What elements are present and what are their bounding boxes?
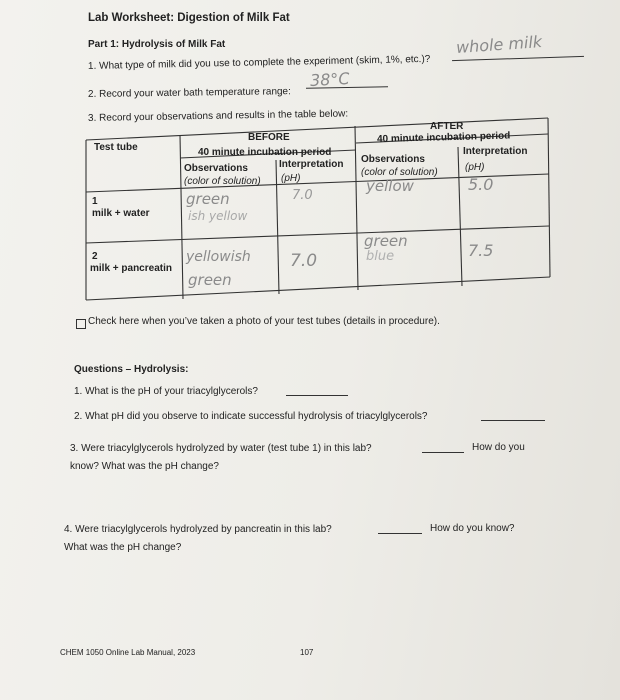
table-bottom-border [86, 277, 550, 300]
row-1-before-ph: 7.0 [292, 188, 313, 203]
col-divider-2 [276, 160, 279, 294]
header-after-period: 40 minute incubation period [376, 130, 511, 145]
hydrolysis-question-2: 2. What pH did you observe to indicate successful hydrolysis of triacylglycerols? [74, 411, 428, 422]
row-1-after-observation: yellow [366, 177, 414, 195]
hydrolysis-question-4-line-1: 4. Were triacylglycerols hydrolyzed by pancreatin in this lab? [64, 524, 332, 535]
hydrolysis-question-4-line-2: What was the pH change? [64, 542, 182, 553]
header-after-interpretation: Interpretation [463, 146, 528, 157]
hydrolysis-q3-answer-line[interactable] [422, 452, 464, 453]
photo-check-text: Check here when you’ve taken a photo of your test tubes (details in procedure). [88, 316, 440, 327]
row-2-before-observation-line-2: green [188, 271, 232, 289]
page-title: Lab Worksheet: Digestion of Milk Fat [88, 12, 290, 24]
hydrolysis-question-4-how: How do you know? [430, 523, 515, 534]
row-1-before-observation-line-2: ish yellow [188, 209, 248, 223]
header-before: BEFORE [248, 132, 290, 143]
q1-handwritten-answer: whole milk [455, 32, 543, 57]
hydrolysis-q2-answer-line[interactable] [481, 420, 545, 421]
photo-checkbox[interactable] [76, 319, 86, 329]
part1-heading: Part 1: Hydrolysis of Milk Fat [88, 39, 226, 50]
row-2-number: 2 [92, 251, 98, 262]
header-after-observations: Observations [361, 154, 425, 165]
header-test-tube: Test tube [94, 142, 138, 153]
row-2-before-ph: 7.0 [290, 251, 318, 271]
col-divider-1 [180, 135, 183, 299]
header-before-period: 40 minute incubation period [198, 147, 332, 158]
footer-manual: CHEM 1050 Online Lab Manual, 2023 [60, 648, 196, 657]
hydrolysis-question-3-how: How do you [472, 442, 525, 453]
header-after-color: (color of solution) [361, 167, 438, 178]
question-2-text: 2. Record your water bath temperature range: [87, 86, 291, 100]
row-1-before-observation-line-1: green [186, 190, 230, 208]
row-1-number: 1 [92, 196, 98, 207]
footer-page-number: 107 [300, 648, 314, 657]
hydrolysis-question-1: 1. What is the pH of your triacylglycerols? [74, 386, 258, 397]
table-right-border [548, 118, 550, 277]
row-2-before-observation-line-1: yellowish [186, 249, 251, 265]
col-divider-3 [355, 126, 358, 290]
hydrolysis-q4-answer-line[interactable] [378, 533, 422, 534]
header-after: AFTER [430, 121, 464, 132]
hydrolysis-question-3-line-2: know? What was the pH change? [70, 461, 219, 472]
question-3-text: 3. Record your observations and results in the table below: [87, 108, 349, 124]
header-before-ph: (pH) [281, 173, 301, 184]
row-2-after-observation-line-2: blue [366, 249, 395, 264]
question-1-text: 1. What type of milk did you use to complete the experiment (skim, 1%, etc.)? [87, 53, 431, 72]
row-2-after-observation-line-1: green [364, 232, 408, 250]
hydrolysis-question-3-line-1: 3. Were triacylglycerols hydrolyzed by water (test tube 1) in this lab? [70, 443, 372, 454]
row-1-label: milk + water [92, 208, 150, 219]
hydrolysis-q1-answer-line[interactable] [286, 395, 348, 396]
header-before-observations: Observations [184, 163, 248, 174]
q2-handwritten-answer: 38°C [309, 68, 351, 91]
row-1-after-ph: 5.0 [468, 175, 494, 194]
header-before-color: (color of solution) [184, 176, 261, 187]
row-2-after-ph: 7.5 [468, 241, 494, 260]
row-2-label: milk + pancreatin [90, 263, 172, 274]
header-after-ph: (pH) [465, 162, 485, 173]
questions-heading: Questions – Hydrolysis: [74, 364, 189, 375]
col-divider-4 [458, 147, 462, 286]
header-before-interpretation: Interpretation [279, 159, 344, 170]
